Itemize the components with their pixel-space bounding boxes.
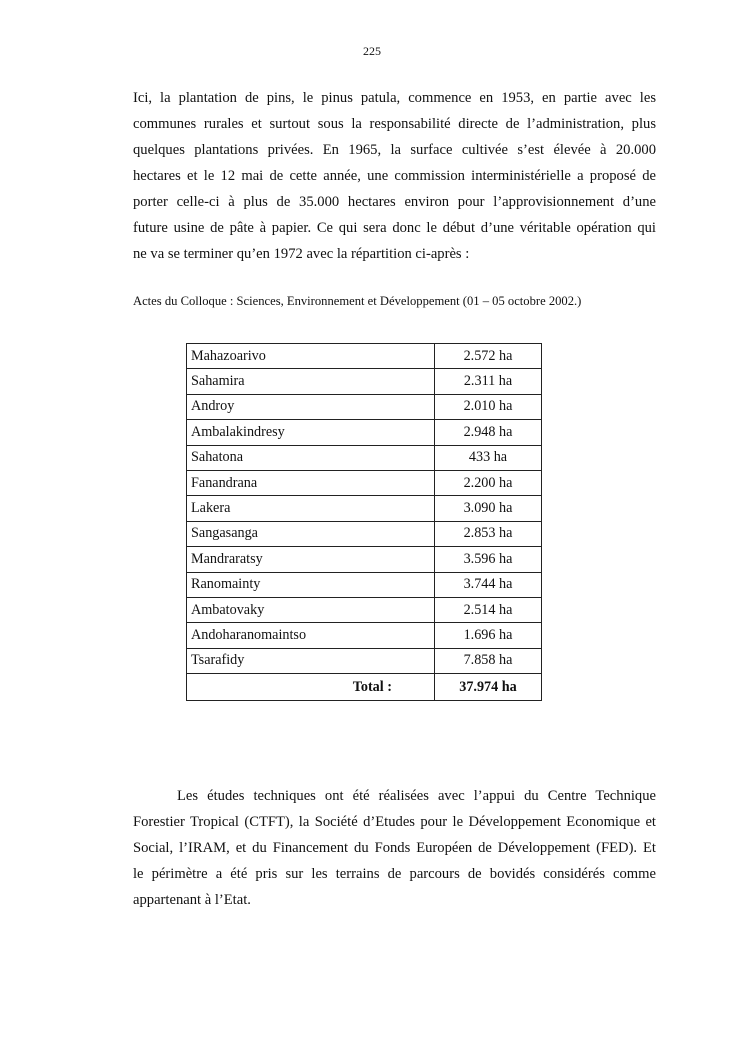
commune-name-cell: Tsarafidy <box>187 648 435 673</box>
table-row <box>187 648 542 673</box>
text-line: Social, l’IRAM, et du Financement du Fonds Européen de Développement (FED). Et <box>133 840 656 856</box>
area-cell: 3.744 ha <box>435 572 542 597</box>
table-row <box>187 344 542 369</box>
text-line: ne va se terminer qu’en 1972 avec la répartition ci-après : <box>133 246 470 262</box>
table-row <box>187 496 542 521</box>
area-cell: 7.858 ha <box>435 648 542 673</box>
area-cell: 3.090 ha <box>435 496 542 521</box>
text-line: future usine de pâte à papier. Ce qui sera donc le début d’une véritable opération qui <box>133 220 656 236</box>
commune-name-cell: Mahazoarivo <box>187 344 435 369</box>
commune-name-cell: Ambalakindresy <box>187 420 435 445</box>
commune-name-cell: Andoharanomaintso <box>187 623 435 648</box>
paragraph-technical-studies <box>133 783 656 913</box>
table-row <box>187 470 542 495</box>
table-row <box>187 521 542 546</box>
table-row <box>187 420 542 445</box>
area-cell: 2.010 ha <box>435 394 542 419</box>
table-row <box>187 445 542 470</box>
table-row <box>187 597 542 622</box>
citation-line: Actes du Colloque : Sciences, Environnement et Développement (01 – 05 octobre 2002.) <box>133 294 582 308</box>
total-label: Total : <box>187 674 435 701</box>
commune-name-cell: Androy <box>187 394 435 419</box>
total-value: 37.974 ha <box>435 674 542 701</box>
distribution-table-body <box>187 344 542 701</box>
text-line: Ici, la plantation de pins, le pinus patula, commence en 1953, en partie avec les <box>133 90 656 106</box>
table-row <box>187 369 542 394</box>
page-number: 225 <box>363 44 381 58</box>
commune-name-cell: Sangasanga <box>187 521 435 546</box>
commune-name-cell: Lakera <box>187 496 435 521</box>
total-row <box>187 674 542 701</box>
commune-name-cell: Sahamira <box>187 369 435 394</box>
commune-name-cell: Ranomainty <box>187 572 435 597</box>
area-cell: 2.853 ha <box>435 521 542 546</box>
distribution-table <box>186 343 542 701</box>
commune-name-cell: Fanandrana <box>187 470 435 495</box>
area-cell: 2.311 ha <box>435 369 542 394</box>
table-row <box>187 572 542 597</box>
text-line: Forestier Tropical (CTFT), la Société d’Etudes pour le Développement Economique et <box>133 814 656 830</box>
area-cell: 2.200 ha <box>435 470 542 495</box>
paragraph-pine-plantation <box>133 85 656 267</box>
text-line: appartenant à l’Etat. <box>133 892 251 908</box>
text-line <box>133 783 656 809</box>
text-line: quelques plantations privées. En 1965, la surface cultivée s’est élevée à 20.000 <box>133 142 656 158</box>
table-row <box>187 547 542 572</box>
text-line: le périmètre a été pris sur les terrains de parcours de bovidés considérés comme <box>133 866 656 882</box>
table-row <box>187 623 542 648</box>
area-cell: 433 ha <box>435 445 542 470</box>
table-row <box>187 394 542 419</box>
text-line: hectares et le 12 mai de cette année, une commission interministérielle a proposé de <box>133 168 656 184</box>
text-line: porter celle-ci à plus de 35.000 hectares environ pour l’approvisionnement d’une <box>133 194 656 210</box>
area-cell: 2.572 ha <box>435 344 542 369</box>
text-line-content: Les études techniques ont été réalisées avec l’appui du Centre Technique <box>177 788 656 804</box>
commune-name-cell: Mandraratsy <box>187 547 435 572</box>
area-cell: 1.696 ha <box>435 623 542 648</box>
commune-name-cell: Ambatovaky <box>187 597 435 622</box>
area-cell: 2.948 ha <box>435 420 542 445</box>
text-line: communes rurales et surtout sous la responsabilité directe de l’administration, plus <box>133 116 656 132</box>
area-cell: 2.514 ha <box>435 597 542 622</box>
commune-name-cell: Sahatona <box>187 445 435 470</box>
area-cell: 3.596 ha <box>435 547 542 572</box>
